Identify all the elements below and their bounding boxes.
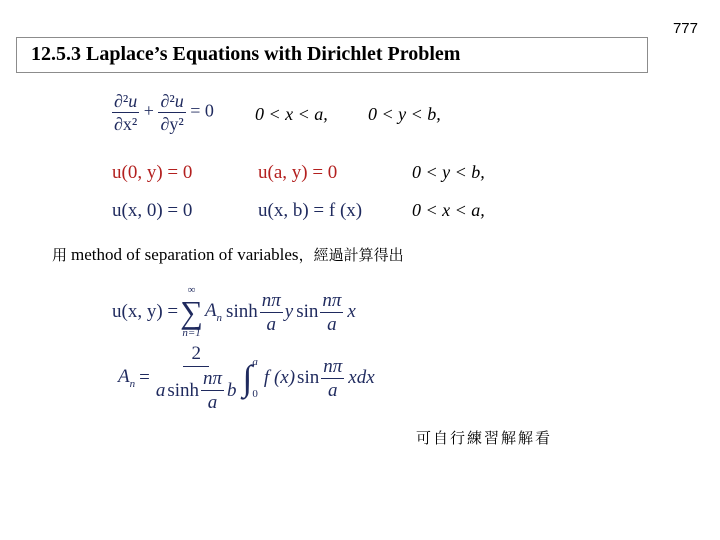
pde-condition-x: 0 < x < a, [255,104,328,124]
sentence-text: method of separation of variables [71,245,299,264]
npi-over-a-fraction: $\frac{n\pi}{a}$ [261,289,281,335]
coefficient-formula [118,344,375,412]
bc-u-a-y: u(a, y) = 0 [258,162,338,183]
npi-over-a-fraction-2: $\frac{n\pi}{a}$ [322,289,342,335]
d2u-dy2-fraction: $\frac{\text{∂²u}}{\text{∂y²}}$ [160,91,184,134]
integral: ∫ a 0 [242,356,258,400]
equals-sign: = [139,367,150,388]
f-of-x: f (x) [263,367,296,388]
solution-lhs: u(x, y) = [112,301,179,322]
equals-zero: = 0 [190,100,214,121]
an-lhs: $A_n$ [118,366,136,390]
method-sentence [52,244,404,265]
sin-fn-2: sin [297,367,320,388]
sin-fn: sin [296,301,319,322]
laplace-equation [112,92,214,133]
plus-sign: + [143,100,154,121]
bc-u-x-zero: u(x, 0) = 0 [112,200,193,221]
variable-x: x [347,301,356,322]
two-over-sinh-fraction: 2 a sinh $\frac{n\pi}{a}$ b [155,343,237,413]
bc-u-zero-y: u(0, y) = 0 [112,162,193,183]
summation: ∞ ∑ n=1 [180,284,203,339]
bc-condition-y: 0 < y < b, [412,162,485,182]
pde-condition-y: 0 < y < b, [368,104,441,124]
bc-condition-x: 0 < x < a, [412,200,485,220]
npi-over-a-fraction-3: $\frac{n\pi}{a}$ [323,355,343,401]
d2u-dx2-fraction: $\frac{\text{∂²u}}{\text{∂x²}}$ [114,91,138,134]
sinh-fn: sinh [226,301,258,322]
page-number: 777 [672,20,698,37]
practice-note: 可自行練習解解看 [416,429,553,447]
bc-u-x-b: u(x, b) = f (x) [258,200,363,221]
section-title: 12.5.3 Laplace’s Equations with Dirichlet Problem [16,37,648,73]
sentence-prefix: 用 [52,246,68,264]
variable-y: y [284,301,294,322]
xdx: xdx [348,367,375,388]
series-solution [112,285,356,339]
sentence-suffix: ，經過計算得出 [298,246,404,264]
coefficient-an: $A_n$ [204,300,223,324]
